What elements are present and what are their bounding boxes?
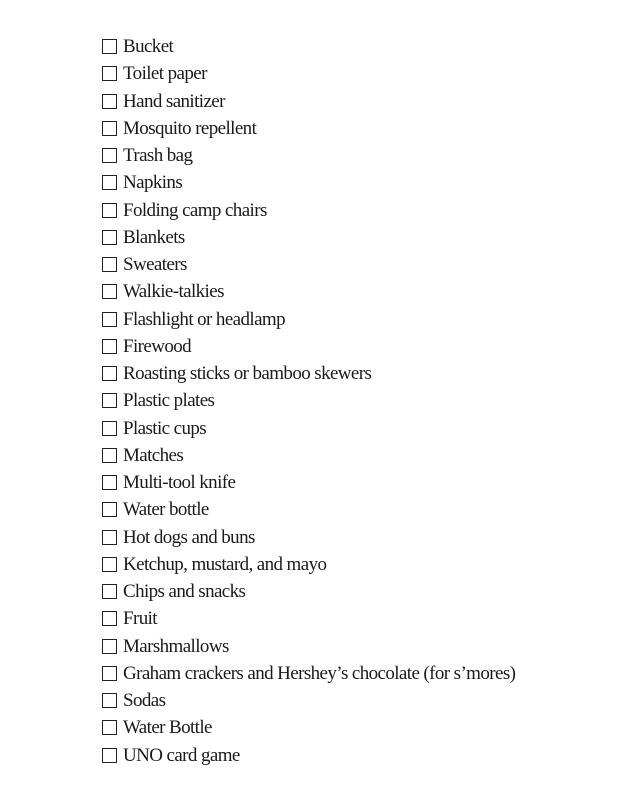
checklist-item-label: Water Bottle — [123, 717, 212, 739]
checklist-item-label: Sodas — [123, 690, 166, 712]
checklist-item-label: Folding camp chairs — [123, 199, 267, 221]
checklist-item — [102, 524, 515, 551]
checklist-item — [102, 742, 515, 769]
checklist-item-label: Bucket — [123, 36, 174, 58]
checklist-item — [102, 224, 515, 251]
checklist-item-label: Sweaters — [123, 254, 187, 276]
checkbox[interactable] — [102, 557, 117, 572]
checkbox[interactable] — [102, 666, 117, 681]
checkbox[interactable] — [102, 393, 117, 408]
checklist-item — [102, 633, 515, 660]
checklist-item-label: UNO card game — [123, 744, 240, 766]
checkbox[interactable] — [102, 175, 117, 190]
checklist-item-label: Walkie-talkies — [123, 281, 224, 303]
checkbox[interactable] — [102, 203, 117, 218]
checkbox[interactable] — [102, 584, 117, 599]
checklist-item — [102, 333, 515, 360]
checklist-item — [102, 251, 515, 278]
checklist-item — [102, 442, 515, 469]
checklist-item — [102, 687, 515, 714]
checkbox[interactable] — [102, 230, 117, 245]
checklist-item — [102, 197, 515, 224]
checkbox[interactable] — [102, 66, 117, 81]
checkbox[interactable] — [102, 502, 117, 517]
checklist-item-label: Ketchup, mustard, and mayo — [123, 553, 327, 575]
checklist-item-label: Toilet paper — [123, 63, 207, 85]
checklist-item-label: Hand sanitizer — [123, 90, 225, 112]
checkbox[interactable] — [102, 148, 117, 163]
checklist-item — [102, 578, 515, 605]
checkbox[interactable] — [102, 720, 117, 735]
checklist-item-label: Water bottle — [123, 499, 209, 521]
checklist-item — [102, 496, 515, 523]
checkbox[interactable] — [102, 448, 117, 463]
checklist-item-label: Fruit — [123, 608, 157, 630]
checklist-item-label: Napkins — [123, 172, 183, 194]
checklist-item — [102, 660, 515, 687]
checklist-item-label: Matches — [123, 444, 184, 466]
checklist-item-label: Mosquito repellent — [123, 117, 257, 139]
checkbox[interactable] — [102, 339, 117, 354]
checkbox[interactable] — [102, 530, 117, 545]
checklist-item-label: Firewood — [123, 335, 192, 357]
checklist-item-label: Roasting sticks or bamboo skewers — [123, 363, 372, 385]
checklist-item — [102, 605, 515, 632]
checkbox[interactable] — [102, 312, 117, 327]
checklist-item — [102, 469, 515, 496]
checklist-item — [102, 551, 515, 578]
checkbox[interactable] — [102, 366, 117, 381]
checklist-item — [102, 33, 515, 60]
checklist-item-label: Marshmallows — [123, 635, 229, 657]
checklist-item — [102, 60, 515, 87]
checkbox[interactable] — [102, 39, 117, 54]
checklist-item-label: Blankets — [123, 226, 185, 248]
checkbox[interactable] — [102, 94, 117, 109]
checklist-item-label: Multi-tool knife — [123, 472, 236, 494]
checklist-item-label: Plastic plates — [123, 390, 215, 412]
checklist-item-label: Trash bag — [123, 145, 193, 167]
checkbox[interactable] — [102, 121, 117, 136]
checklist-item — [102, 360, 515, 387]
checkbox[interactable] — [102, 284, 117, 299]
checkbox[interactable] — [102, 639, 117, 654]
checklist-item — [102, 415, 515, 442]
checklist-item-label: Plastic cups — [123, 417, 207, 439]
checklist-item-label: Chips and snacks — [123, 581, 246, 603]
checklist-item — [102, 142, 515, 169]
checklist-item — [102, 115, 515, 142]
camping-checklist — [102, 33, 515, 769]
checklist-item-label: Graham crackers and Hershey’s chocolate (for s’mores) — [123, 662, 516, 684]
checklist-item — [102, 714, 515, 741]
checklist-item — [102, 169, 515, 196]
checkbox[interactable] — [102, 421, 117, 436]
checkbox[interactable] — [102, 748, 117, 763]
checkbox[interactable] — [102, 611, 117, 626]
checklist-item — [102, 387, 515, 414]
checkbox[interactable] — [102, 693, 117, 708]
checklist-item-label: Hot dogs and buns — [123, 526, 255, 548]
checklist-item-label: Flashlight or headlamp — [123, 308, 285, 330]
checklist-item — [102, 88, 515, 115]
checklist-item — [102, 306, 515, 333]
checklist-item — [102, 278, 515, 305]
checkbox[interactable] — [102, 257, 117, 272]
checkbox[interactable] — [102, 475, 117, 490]
